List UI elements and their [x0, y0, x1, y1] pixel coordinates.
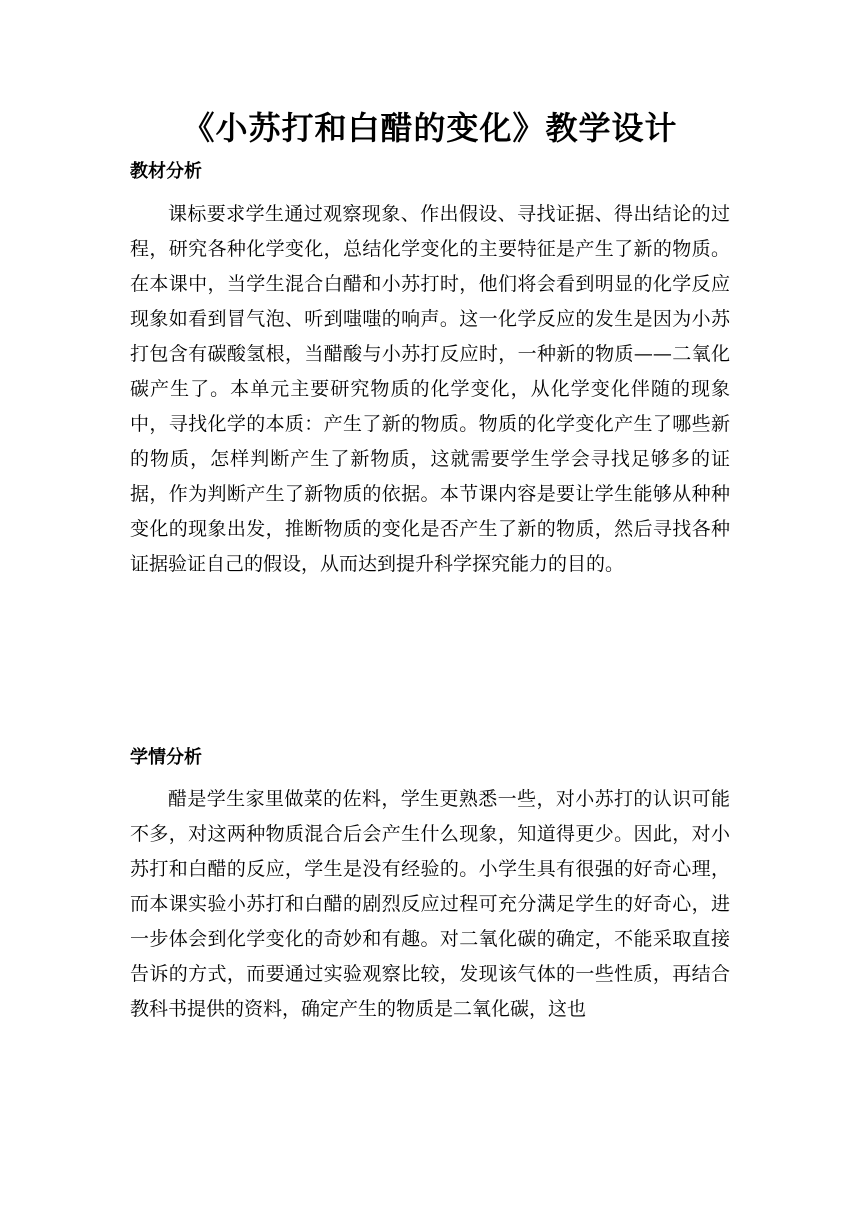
section-paragraph-textbook-analysis: 课标要求学生通过观察现象、作出假设、寻找证据、得出结论的过程，研究各种化学变化，总结化学变化的主要特征是产生了新的物质。在本课中，当学生混合白醋和小苏打时，他们将会看到明显的化学反应现象如看到冒气泡、听到嗤嗤的响声。这一化学反应的发生是因为小苏打包含有碳酸氢根，当醋酸与小苏打反应时，一种新的物质——二氧化碳产生了。本单元主要研究物质的化学变化，从化学变化伴随的现象中，寻找化学的本质：产生了新的物质。物质的化学变化产生了哪些新的物质，怎样判断产生了新物质，这就需要学生学会寻找足够多的证据，作为判断产生了新物质的依据。本节课内容是要让学生能够从种种变化的现象出发，推断物质的变化是否产生了新的物质，然后寻找各种证据验证自己的假设，从而达到提升科学探究能力的目的。 [130, 203, 730, 575]
section-heading-textbook-analysis: 教材分析 [130, 161, 202, 182]
document-title: 《小苏打和白醋的变化》教学设计 [182, 109, 678, 147]
section-paragraph-student-analysis: 醋是学生家里做菜的佐料，学生更熟悉一些，对小苏打的认识可能不多，对这两种物质混合后会产生什么现象，知道得更少。因此，对小苏打和白醋的反应，学生是没有经验的。小学生具有很强的好奇心理，而本课实验小苏打和白醋的剧烈反应过程可充分满足学生的好奇心，进一步体会到化学变化的奇妙和有趣。对二氧化碳的确定，不能采取直接告诉的方式，而要通过实验观察比较，发现该气体的一些性质，再结合教科书提供的资料，确定产生的物质是二氧化碳，这也 [130, 788, 730, 1020]
section-heading-student-analysis: 学情分析 [130, 747, 202, 768]
